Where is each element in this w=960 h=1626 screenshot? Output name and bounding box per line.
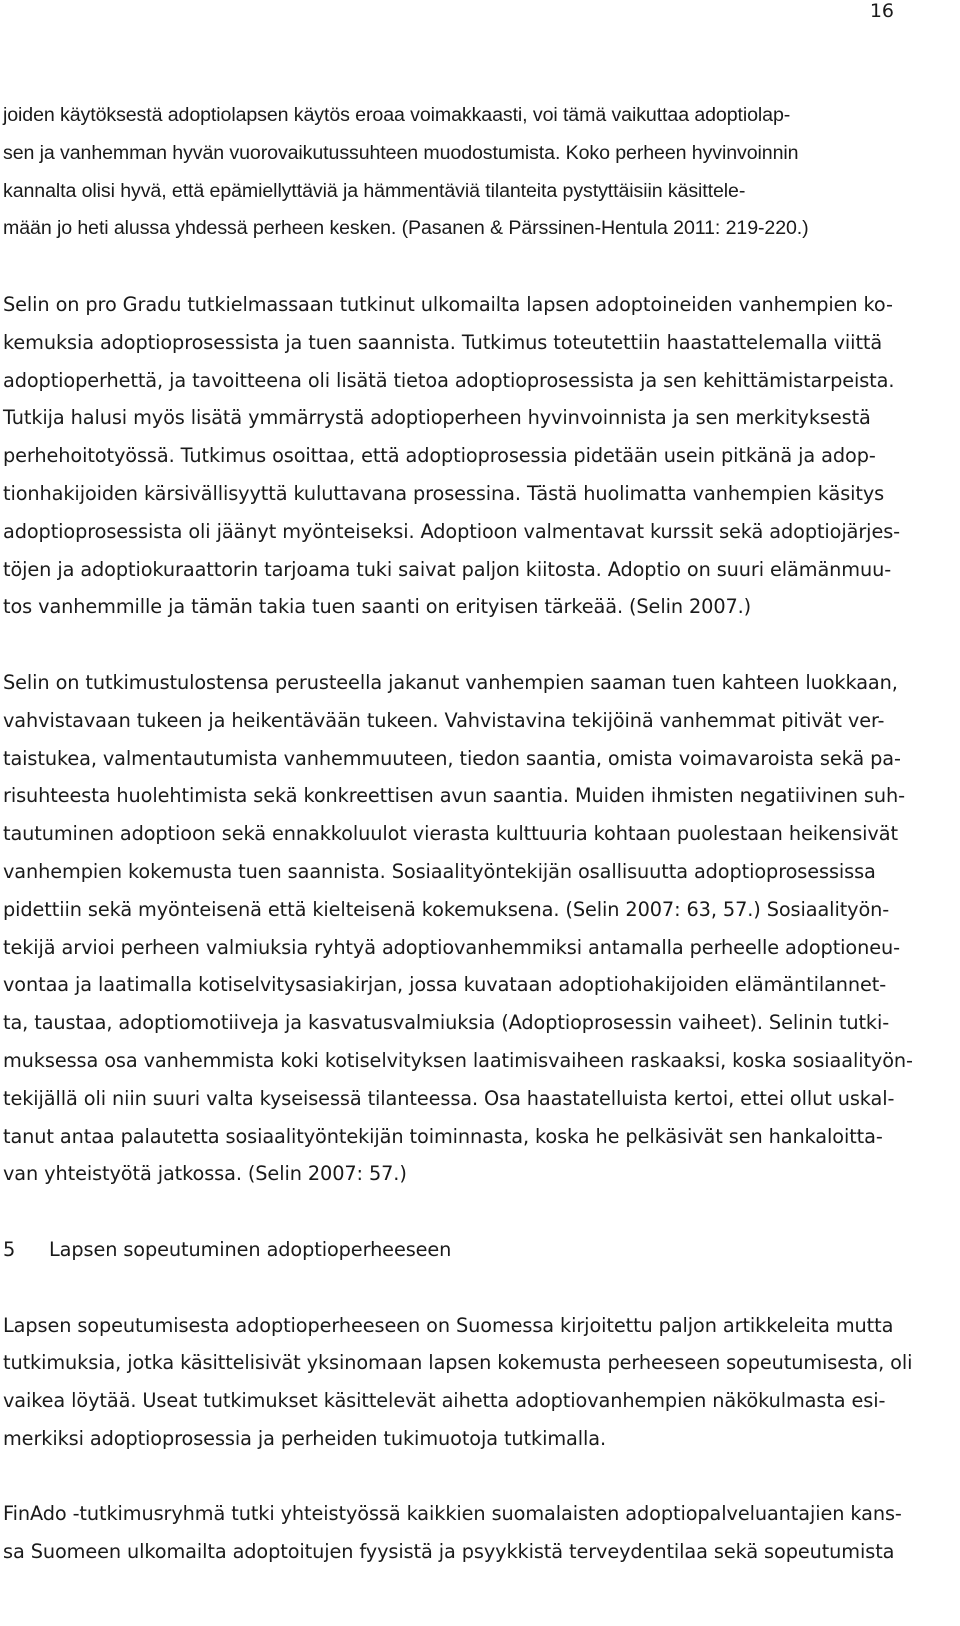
text-line: merkiksi adoptioprosessia ja perheiden tukimuotoja tutkimalla. (3, 1426, 606, 1450)
text-line: pidettiin sekä myönteisenä että kielteisenä kokemuksena. (Selin 2007: 63, 57.) Sosiaalityön- (3, 897, 890, 921)
paragraph-5 (3, 1495, 933, 1571)
text-line: vanhempien kokemusta tuen saannista. Sosiaalityöntekijän osallisuutta adoptioprosessissa (3, 859, 876, 883)
text-line: taistukea, valmentautumista vanhemmuuteen, tiedon saantia, omista voimavaroista sekä pa- (3, 746, 901, 770)
text-line: ta, taustaa, adoptiomotiiveja ja kasvatusvalmiuksia (Adoptioprosessin vaiheet). Selinin tutki- (3, 1011, 890, 1035)
paragraph-1 (3, 97, 933, 248)
text-line: Lapsen sopeutumisesta adoptioperheeseen on Suomessa kirjoitettu paljon artikkeleita mutta (3, 1313, 894, 1337)
section-heading (3, 1231, 933, 1269)
text-line: sa Suomeen ulkomailta adoptoitujen fyysistä ja psyykkistä terveydentilaa sekä sopeutumista (3, 1540, 895, 1564)
text-line: tionhakijoiden kärsivällisyyttä kuluttavana prosessina. Tästä huolimatta vanhempien käsitys (3, 481, 885, 505)
text-line: töjen ja adoptiokuraattorin tarjoama tuki saivat paljon kiitosta. Adoptio on suuri elämänmuu- (3, 557, 892, 581)
text-line: tos vanhemmille ja tämän takia tuen saanti on erityisen tärkeää. (Selin 2007.) (3, 595, 752, 619)
text-line: adoptioprosessista oli jäänyt myönteiseksi. Adoptioon valmentavat kurssit sekä adoptiojärjes- (3, 519, 901, 543)
paragraph-4 (3, 1307, 933, 1458)
text-line: vaikea löytää. Useat tutkimukset käsittelevät aihetta adoptiovanhempien näkökulmasta esi- (3, 1389, 886, 1413)
section-heading-line (3, 1231, 933, 1269)
text-line: joiden käytöksestä adoptiolapsen käytös eroaa voimakkaasti, voi tämä vaikuttaa adoptiolap- (3, 104, 791, 126)
text-line: Selin on pro Gradu tutkielmassaan tutkinut ulkomailta lapsen adoptoineiden vanhempien ko- (3, 292, 893, 316)
text-line: vahvistavaan tukeen ja heikentävään tukeen. Vahvistavina tekijöinä vanhemmat pitivät ver- (3, 708, 885, 732)
section-title: Lapsen sopeutuminen adoptioperheeseen (49, 1237, 452, 1261)
text-line: adoptioperhettä, ja tavoitteena oli lisätä tietoa adoptioprosessista ja sen kehittämistarpeista. (3, 368, 895, 392)
section-number: 5 (3, 1237, 16, 1261)
text-line: tekijä arvioi perheen valmiuksia ryhtyä adoptiovanhemmiksi antamalla perheelle adoptioneu- (3, 935, 900, 959)
text-line: Selin on tutkimustulostensa perusteella jakanut vanhempien saaman tuen kahteen luokkaan, (3, 670, 898, 694)
text-line: tutkimuksia, jotka käsittelisivät yksinomaan lapsen kokemusta perheeseen sopeutumisesta, oli (3, 1351, 913, 1375)
paragraph-2 (3, 286, 933, 626)
text-line: Tutkija halusi myös lisätä ymmärrystä adoptioperheen hyvinvoinnista ja sen merkityksestä (3, 406, 871, 430)
text-line: van yhteistyötä jatkossa. (Selin 2007: 57.) (3, 1162, 407, 1186)
text-line: tautuminen adoptioon sekä ennakkoluulot vierasta kulttuuria kohtaan puolestaan heikensivät (3, 822, 898, 846)
text-line: muksessa osa vanhemmista koki kotiselvityksen laatimisvaiheen raskaaksi, koska sosiaalityön- (3, 1048, 913, 1072)
text-line: vontaa ja laatimalla kotiselvitysasiakirjan, jossa kuvataan adoptiohakijoiden elämäntilannet- (3, 973, 887, 997)
page-number: 16 (869, 0, 894, 22)
document-body (3, 97, 933, 1571)
text-line: mään jo heti alussa yhdessä perheen kesken. (Pasanen & Pärssinen-Hentula 2011: 219-220.) (3, 217, 809, 240)
text-line: kemuksia adoptioprosessista ja tuen saannista. Tutkimus toteutettiin haastattelemalla viittä (3, 330, 883, 354)
text-line: kannalta olisi hyvä, että epämiellyttäviä ja hämmentäviä tilanteita pystyttäisiin käsittele- (3, 179, 746, 202)
text-line: tanut antaa palautetta sosiaalityöntekijän toiminnasta, koska he pelkäsivät sen hankaloitta- (3, 1124, 883, 1148)
text-line: tekijällä oli niin suuri valta kyseisessä tilanteessa. Osa haastatelluista kertoi, ettei ollut uskal- (3, 1086, 895, 1110)
text-line: FinAdo -tutkimusryhmä tutki yhteistyössä kaikkien suomalaisten adoptiopalveluantajien kans- (3, 1502, 902, 1526)
text-line: sen ja vanhemman hyvän vuorovaikutussuhteen muodostumista. Koko perheen hyvinvoinnin (3, 141, 799, 164)
text-line: perhehoitotyössä. Tutkimus osoittaa, että adoptioprosessia pidetään usein pitkänä ja adop- (3, 444, 876, 468)
text-line: risuhteesta huolehtimista sekä konkreettisen avun saantia. Muiden ihmisten negatiivinen suh- (3, 784, 905, 808)
paragraph-3 (3, 664, 933, 1193)
